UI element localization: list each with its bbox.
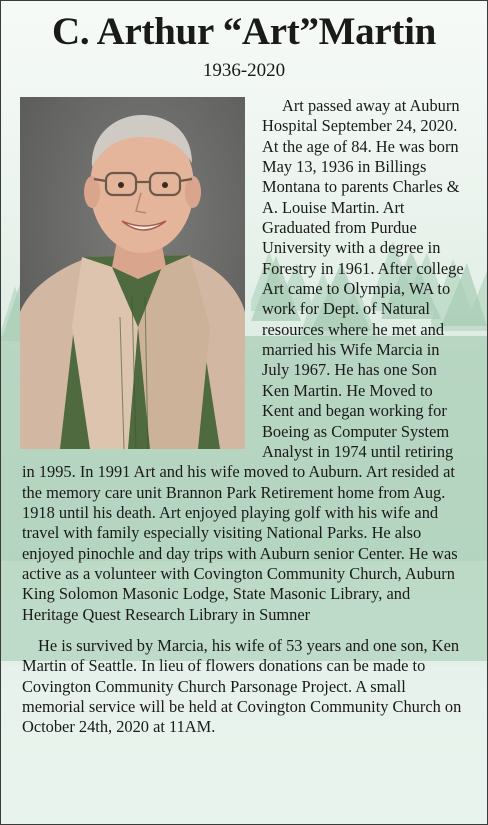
obituary-paragraph-1-text: Art passed away at Auburn Hospital September 24, 2020. At the age of 84. He was born May 13, 1936 in Billings Montana to parents Charles & A. Louise Martin. Art Graduated from Purdue University with a degree in Forestry in 1961. After college Art came to Olympia, WA to work for Dept. of Natural resources where he met and married his Wife Marcia in July 1967. He has one Son Ken Martin. He Moved to Kent and began working for Boeing as Computer System Analyst in 1974 until retiring in 1995. In 1991 Art and his wife moved to Auburn. Art resided at the memory care unit Brannon Park Retirement home from Aug. 1918 until his death. Art enjoyed playing golf with his wife and travel with family especially visiting National Parks. He also enjoyed pinochle and day trips with Auburn senior Center. He was active as a volunteer with Covington Community Church, Auburn King Solomon Masonic Lodge, State Masonic Library, and Heritage Quest Research Library in Sumner <box>22 96 464 624</box>
obituary-content <box>1 1 487 824</box>
photo-wrap-spacer <box>22 96 262 462</box>
life-years: 1936-2020 <box>202 60 286 81</box>
obituary-text <box>22 96 468 738</box>
deceased-name: C. Arthur “Art”Martin <box>51 10 436 53</box>
obituary-paragraph-2-text: He is survived by Marcia, his wife of 53 years and one son, Ken Martin of Seattle. In lieu of flowers donations can be made to Covington Community Church Parsonage Project. A small memorial service will be held at Covington Community Church on October 24th, 2020 at 11AM. <box>22 635 462 737</box>
obituary-paragraph-2 <box>22 636 468 738</box>
